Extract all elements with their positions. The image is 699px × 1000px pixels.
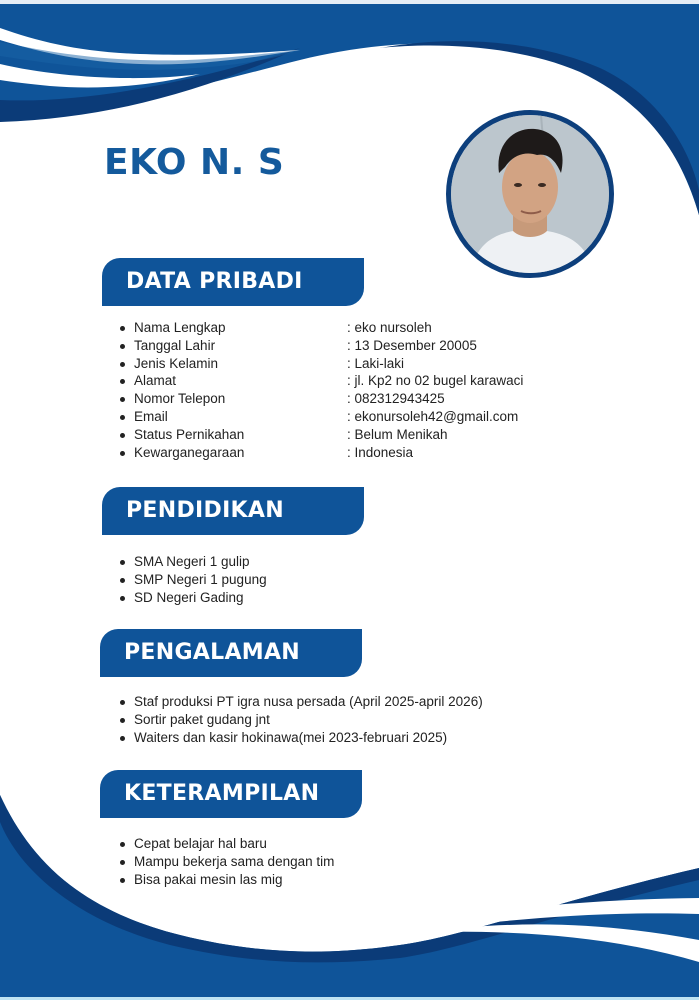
education-item: SMP Negeri 1 pugung — [118, 571, 267, 589]
label-nomor-telepon: Nomor Telepon — [118, 390, 244, 408]
value-kewarganegaraan: : Indonesia — [347, 444, 414, 460]
label-tanggal-lahir: Tanggal Lahir — [118, 337, 244, 355]
label-alamat: Alamat — [118, 372, 244, 390]
value-nama-lengkap: : eko nursoleh — [347, 320, 432, 335]
value-tanggal-lahir: : 13 Desember 20005 — [347, 337, 477, 353]
value-email: : ekonursoleh42@gmail.com — [347, 408, 519, 424]
experience-item: Sortir paket gudang jnt — [118, 711, 483, 729]
skills-list — [118, 835, 334, 888]
section-header-data-pribadi: DATA PRIBADI — [102, 258, 364, 306]
section-header-pengalaman: PENGALAMAN — [100, 629, 362, 677]
personal-data-values — [347, 319, 523, 461]
personal-data-labels — [118, 319, 244, 461]
person-photo-illustration — [451, 115, 609, 273]
section-header-pendidikan: PENDIDIKAN — [102, 487, 364, 535]
value-alamat: : jl. Kp2 no 02 bugel karawaci — [347, 373, 524, 389]
education-item: SMA Negeri 1 gulip — [118, 553, 267, 571]
label-email: Email — [118, 408, 244, 426]
education-list — [118, 553, 267, 606]
skill-item: Mampu bekerja sama dengan tim — [118, 853, 334, 871]
experience-item: Staf produksi PT igra nusa persada (April 2025-april 2026) — [118, 693, 483, 711]
experience-list — [118, 693, 483, 746]
profile-photo — [446, 110, 614, 278]
experience-item: Waiters dan kasir hokinawa(mei 2023-februari 2025) — [118, 729, 483, 747]
skill-item: Bisa pakai mesin las mig — [118, 871, 334, 889]
person-name: EKO N. S — [104, 142, 285, 183]
value-status-pernikahan: : Belum Menikah — [347, 426, 448, 442]
label-kewarganegaraan: Kewarganegaraan — [118, 444, 244, 462]
label-nama-lengkap: Nama Lengkap — [118, 319, 244, 337]
value-nomor-telepon: : 082312943425 — [347, 391, 445, 407]
top-border-strip — [0, 0, 699, 4]
value-jenis-kelamin: : Laki-laki — [347, 355, 405, 371]
education-item: SD Negeri Gading — [118, 589, 267, 607]
label-status-pernikahan: Status Pernikahan — [118, 426, 244, 444]
section-header-keterampilan: KETERAMPILAN — [100, 770, 362, 818]
label-jenis-kelamin: Jenis Kelamin — [118, 355, 244, 373]
skill-item: Cepat belajar hal baru — [118, 835, 334, 853]
